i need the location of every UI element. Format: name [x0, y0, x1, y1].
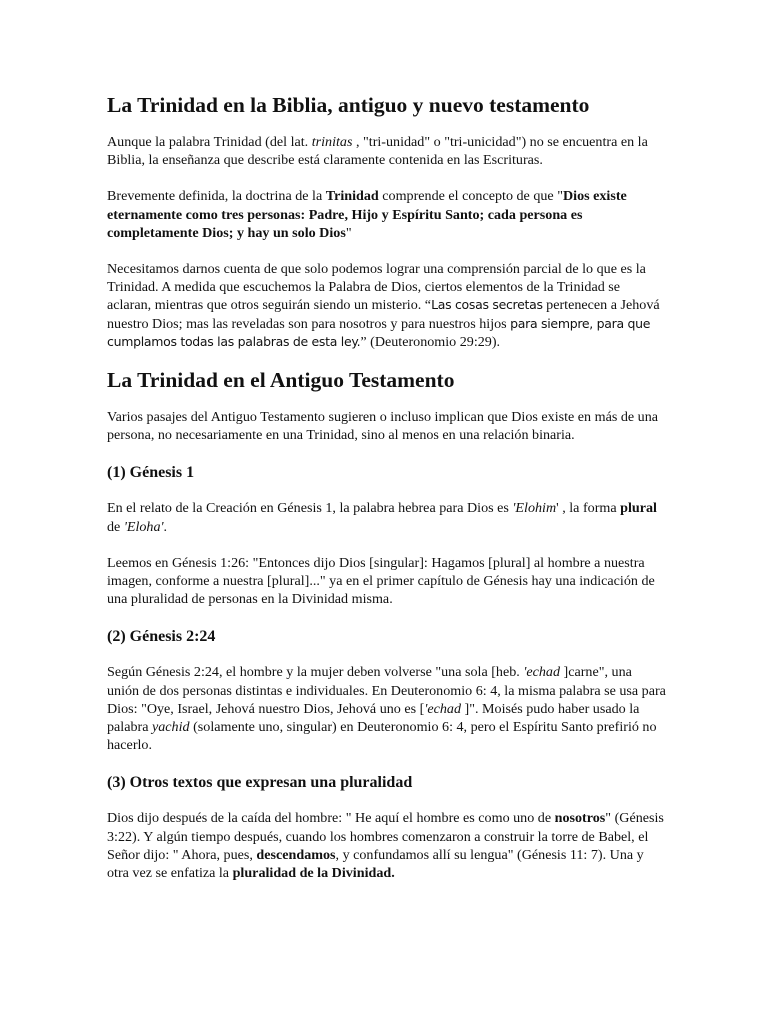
- text-span: " (Génesis 3:22). Y algún tiempo después, cuando los hombres comenzaron a construir la torre de Babel, el Señor dijo: " Ahora, pues,: [107, 810, 664, 863]
- otros-textos-paragraph: [107, 809, 667, 882]
- bold-definition: Dios existe eternamente como tres personas: Padre, Hijo y Espíritu Santo; cada persona es completamente Dios; y hay un solo Dios: [107, 188, 627, 241]
- text-span: comprende el concepto de que ": [378, 188, 563, 205]
- subheading-genesis-1: (1) Génesis 1: [107, 464, 195, 482]
- text-span: ” (Deuteronomio 29:29).: [360, 333, 501, 350]
- at-intro-paragraph: Varios pasajes del Antiguo Testamento sugieren o incluso implican que Dios existe en más de una persona, no necesariamente en una Trinidad, sino al menos en una relación binaria.: [107, 409, 659, 444]
- text-span: de: [107, 518, 124, 535]
- page-title: La Trinidad en la Biblia, antiguo y nuevo testamento: [107, 93, 590, 117]
- text-span: , y confundamos allí su lengua" (Génesis 11: 7). Una y otra vez se enfatiza la: [107, 846, 644, 882]
- term-eloha: 'Eloha': [123, 518, 164, 535]
- quote-span: para siempre, para que cumplamos todas las palabras de esta ley.: [107, 315, 651, 349]
- term-elohim: 'Elohim: [512, 500, 557, 517]
- genesis-1-paragraph-1: [107, 499, 667, 535]
- subheading-otros-textos: (3) Otros textos que expresan una pluralidad: [107, 774, 413, 792]
- text-span: (solamente uno, singular) en Deuteronomio 6: 4, pero el Espíritu Santo prefirió no hacerlo.: [107, 719, 657, 754]
- document-body: [107, 90, 667, 882]
- text-span: En el relato de la Creación en Génesis 1, la palabra hebrea para Dios es: [107, 500, 513, 517]
- bold-plural: plural: [620, 500, 657, 517]
- term-echad: 'echad: [424, 700, 461, 717]
- text-span: .: [163, 518, 168, 535]
- text-span: ]". Moisés pudo haber usado la palabra: [107, 700, 640, 736]
- text-span: , "tri-unidad" o "tri-unicidad") no se encuentra en la Biblia, la enseñanza que describe está claramente contenida en las Escrituras.: [107, 134, 648, 169]
- subheading-genesis-2-24: (2) Génesis 2:24: [107, 628, 216, 646]
- text-span: pertenecen a Jehová nuestro Dios; mas las reveladas son para nosotros y para nuestros hijos: [107, 297, 660, 332]
- genesis-1-paragraph-2: Leemos en Génesis 1:26: "Entonces dijo Dios [singular]: Hagamos [plural] al hombre a nuestra imagen, conforme a nuestra [plural]..." ya en el primer capítulo de Génesis hay una indicación de una pluralidad de personas en la Divinidad misma.: [107, 554, 655, 608]
- necesitamos-paragraph: [107, 260, 667, 351]
- term-echad: 'echad: [523, 664, 560, 681]
- text-span: Dios dijo después de la caída del hombre: " He aquí el hombre es como uno de: [107, 810, 555, 827]
- intro-paragraph: [107, 133, 667, 169]
- text-span: Según Génesis 2:24, el hombre y la mujer deben volverse "una sola [heb.: [107, 664, 524, 681]
- text-span: Aunque la palabra Trinidad (del lat.: [107, 134, 312, 150]
- definition-paragraph: [107, 187, 667, 242]
- bold-trinidad: Trinidad: [325, 188, 379, 205]
- quote-span: Las cosas secretas: [431, 297, 543, 313]
- bold-nosotros: nosotros: [554, 810, 606, 827]
- text-span: ": [345, 224, 352, 241]
- term-yachid: yachid: [152, 719, 190, 736]
- text-span: ' , la forma: [556, 500, 621, 517]
- text-span: Necesitamos darnos cuenta de que solo podemos lograr una comprensión parcial de lo que es la Trinidad. A medida que escuchemos la Palabra de Dios, ciertos elementos de la Trinidad se aclaran, mientras que otros seguirán siendo un misterio. “: [107, 261, 646, 314]
- genesis-2-24-paragraph: [107, 663, 667, 754]
- text-span: ]carne", una unión de dos personas distintas e individuales. En Deuteronomio 6: 4, la misma palabra se usa para Dios: "Oye, Israel, Jehová nuestro Dios, Jehová uno es [: [107, 664, 666, 717]
- bold-pluralidad: pluralidad de la Divinidad.: [232, 865, 395, 882]
- text-span: Brevemente definida, la doctrina de la: [107, 188, 326, 205]
- section-heading-antiguo-testamento: La Trinidad en el Antiguo Testamento: [107, 368, 455, 393]
- term-trinitas: trinitas: [311, 134, 353, 150]
- bold-descendamos: descendamos: [256, 846, 336, 863]
